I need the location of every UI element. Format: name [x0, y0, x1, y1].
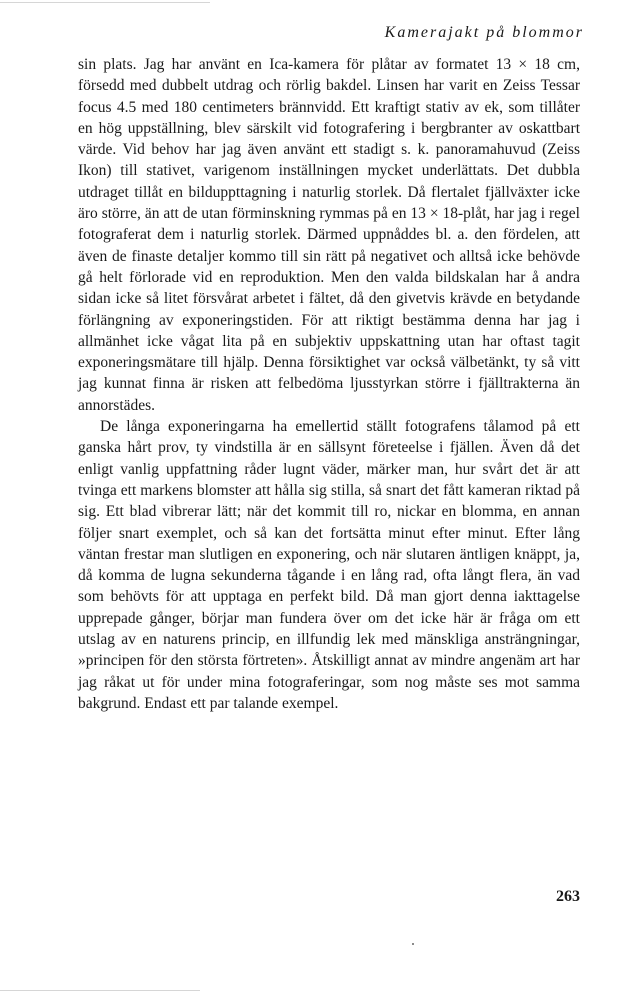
scan-edge-top: [0, 2, 210, 3]
running-head: Kamerajakt på blommor: [384, 24, 584, 41]
paragraph-1: sin plats. Jag har använt en Ica-kamera för plåtar av formatet 13 × 18 cm, försedd med dubbelt utdrag och rörlig bakdel. Linsen har varit en Zeiss Tessar focus 4.5 med 180 centimeters brännvidd. Ett kraftigt stativ av ek, som tillåter en hög uppställning, blev särskilt vid fotografering i bergbranter av oskattbart värde. Vid behov har jag även använt ett stadigt s. k. panoramahuvud (Zeiss Ikon) till stativet, varigenom inställningen mycket underlättats. Det dubbla utdraget tillåt en bilduppttagning i naturlig storlek. Då flertalet fjällväxter icke äro större, än att de utan förminskning rymmas på en 13 × 18-plåt, har jag i regel fotograferat dem i naturlig storlek. Därmed uppnåddes bl. a. den fördelen, att även de finaste detaljer kommo till sin rätt på negativet och alltså icke behövde gå helt förlorade vid en reproduktion. Men den valda bildskalan har å andra sidan icke så litet försvårat arbetet i fältet, då den givetvis krävde en betydande förlängning av exponeringstiden. För att riktigt bestämma denna har jag i allmänhet icke vågat lita på en subjektiv uppskattning utan har oftast tagit exponeringsmätare till hjälp. Denna försiktighet var också välbetänkt, ty så vitt jag kunnat finna är risken att felbedöma ljusstyrkan större i fjälltrakterna än annorstädes.: [78, 56, 580, 414]
paragraph-2: De långa exponeringarna ha emellertid ställt fotografens tålamod på ett ganska hårt prov, ty vindstilla är en sällsynt företeelse i fjällen. Även då det enligt vanlig uppfattning råder lugnt väder, märker man, hur svårt det är att tvinga ett markens blomster att hålla sig stilla, så snart det fått kameran riktad på sig. Ett blad vibrerar lätt; när det kommit till ro, nickar en blomma, en annan följer snart exemplet, och så kan det fortsätta minut efter minut. Efter lång väntan frestar man slutligen en exponering, och när slutaren äntligen knäppt, ja, då komma de lugna sekunderna tågande i en lång rad, ofta långt flera, än vad som behövts för att upptaga en perfekt bild. Då man gjort denna iakttagelse upprepade gånger, börjar man fundera över om det icke här är fråga om ett utslag av en naturens princip, en illfundig lek med mänskliga ansträngningar, »principen för den största förtreten». Åtskilligt annat av mindre angenäm art har jag råkat ut för under mina fotograferingar, som nog måste ses mot samma bakgrund. Endast ett par talande exempel.: [78, 418, 580, 712]
page-number: 263: [556, 888, 580, 905]
body-text: [78, 54, 580, 714]
scan-edge-bottom: [0, 990, 200, 991]
scan-speck: [412, 943, 414, 945]
